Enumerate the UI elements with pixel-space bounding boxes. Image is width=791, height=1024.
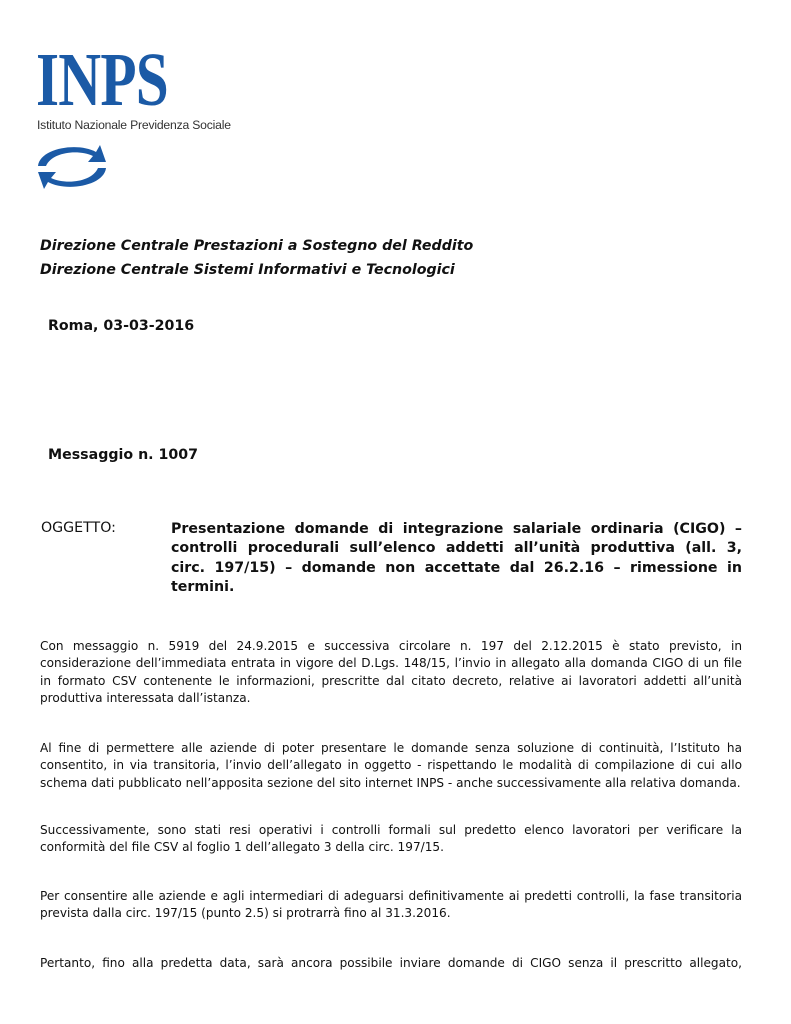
message-number: Messaggio n. 1007 [48, 447, 198, 463]
inps-logo [36, 38, 256, 196]
subject-label: OGGETTO: [41, 520, 116, 536]
circular-arrows-icon [26, 138, 118, 194]
document-date: Roma, 03-03-2016 [48, 318, 195, 334]
body-paragraph: Al fine di permettere alle aziende di poter presentare le domande senza soluzione di continuità, l’Istituto ha consentito, in via transitoria, l’invio dell’allegato in oggetto - rispettando le modalità di compilazione di cui allo schema dati pubblicato nell’apposita sezione del sito internet INPS - anche successivamente alla relativa domanda. [40, 741, 742, 790]
subject-text: Presentazione domande di integrazione salariale ordinaria (CIGO) – controlli procedurali sull’elenco addetti all’unità produttiva (all. 3, circ. 197/15) – domande non accettate dal 26.2.16 – rimessione in termini. [171, 521, 742, 596]
logo-wordmark: INPS [36, 38, 168, 122]
body-paragraph: Pertanto, fino alla predetta data, sarà ancora possibile inviare domande di CIGO senza il prescritto allegato, [40, 956, 742, 970]
body-paragraph: Per consentire alle aziende e agli intermediari di adeguarsi definitivamente ai predetti controlli, la fase transitoria prevista dalla circ. 197/15 (punto 2.5) si protrarrà fino al 31.3.2016. [40, 889, 742, 921]
department-2: Direzione Centrale Sistemi Informativi e Tecnologici [40, 262, 455, 278]
body-paragraph: Con messaggio n. 5919 del 24.9.2015 e successiva circolare n. 197 del 2.12.2015 è stato previsto, in considerazione dell’immediata entrata in vigore del D.Lgs. 148/15, l’invio in allegato alla domanda CIGO di un file in formato CSV contenente le informazioni, prescritte dal citato decreto, relative ai lavoratori addetti all’unità produttiva interessata dall’istanza. [40, 639, 742, 705]
body-paragraph: Successivamente, sono stati resi operativi i controlli formali sul predetto elenco lavoratori per verificare la conformità del file CSV al foglio 1 dell’allegato 3 della circ. 197/15. [40, 823, 742, 855]
department-1: Direzione Centrale Prestazioni a Sostegno del Reddito [40, 238, 474, 254]
logo-subtitle: Istituto Nazionale Previdenza Sociale [37, 118, 231, 132]
